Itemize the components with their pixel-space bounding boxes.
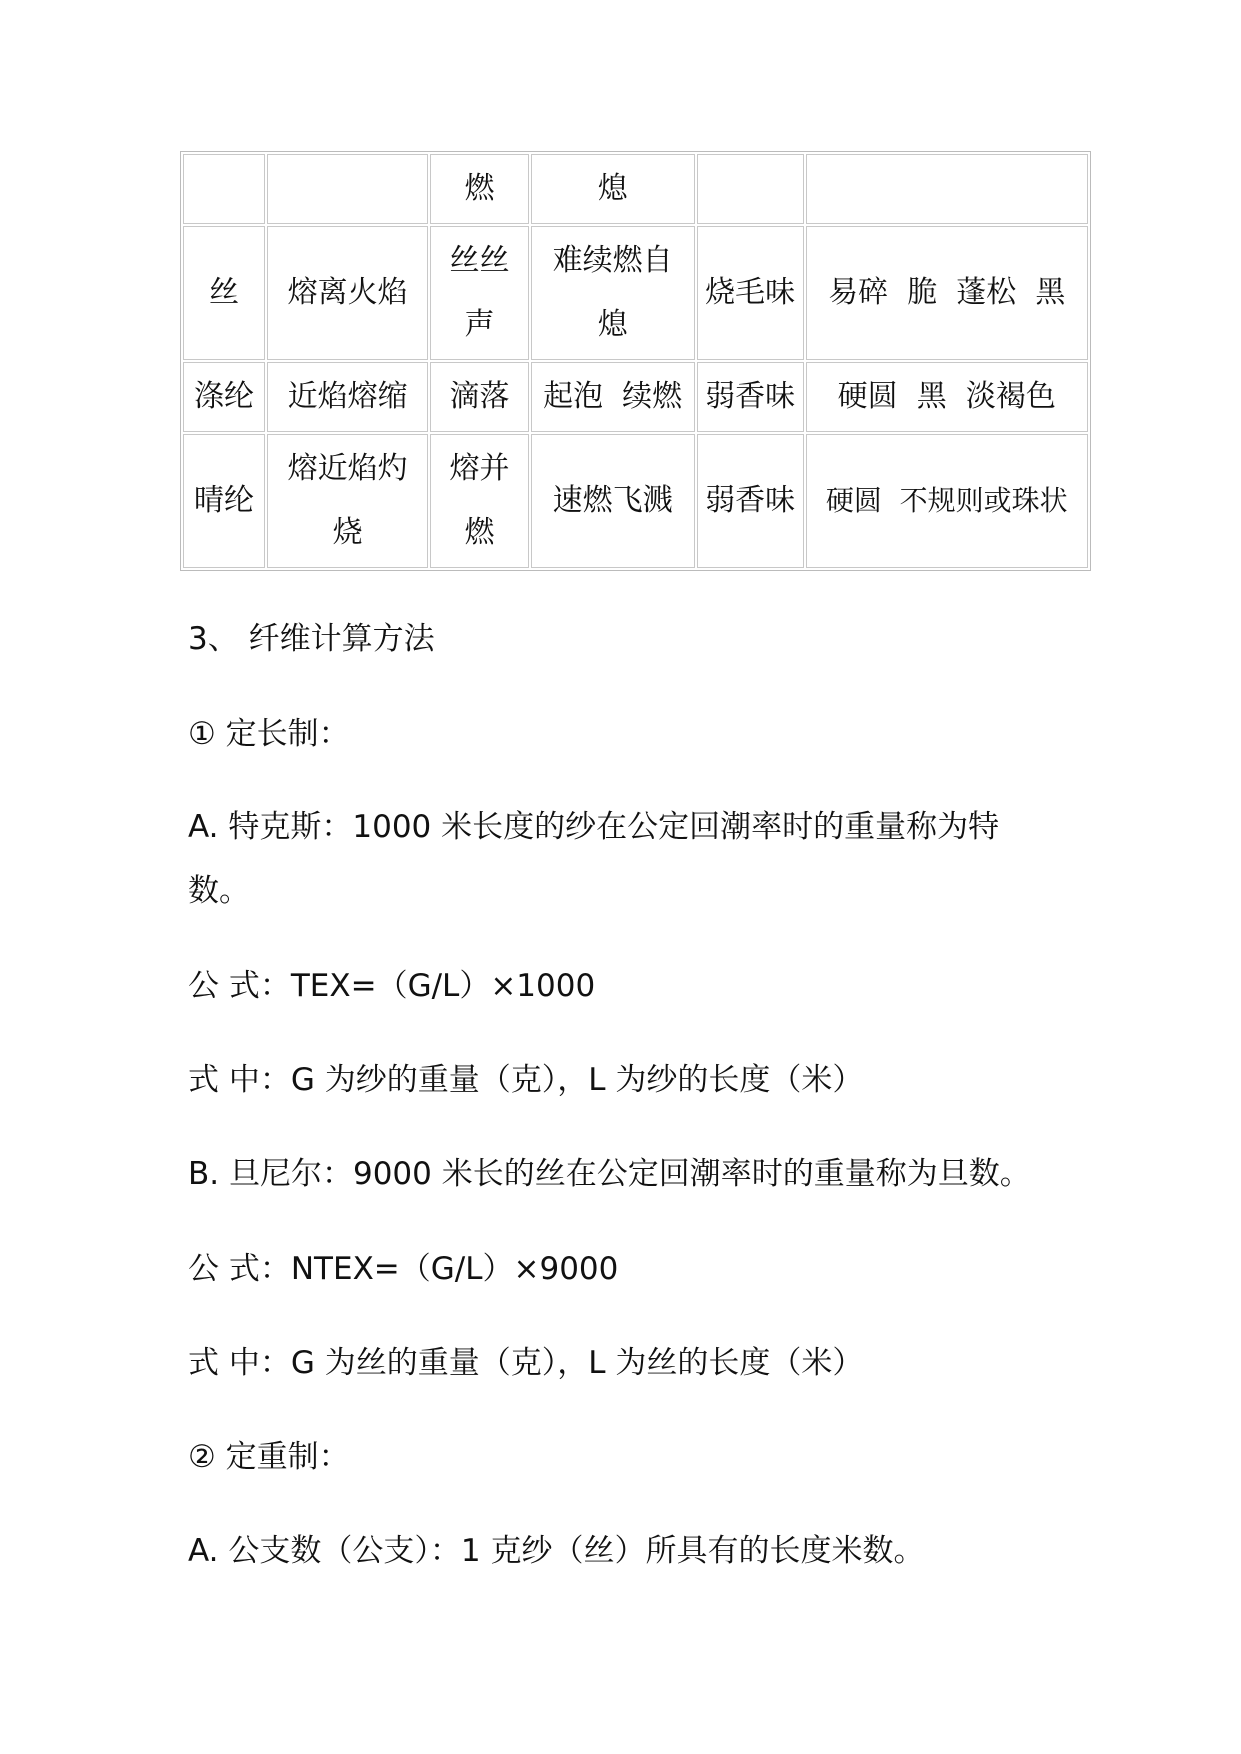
table-cell: 弱香味	[697, 434, 804, 568]
table-row	[183, 226, 1088, 360]
table-cell: 难续燃自熄	[531, 226, 695, 360]
table-cell: 起泡 续燃	[531, 362, 695, 432]
table-cell	[183, 154, 265, 224]
table-cell: 熄	[531, 154, 695, 224]
table-cell: 熔并燃	[430, 434, 528, 568]
table-cell: 熔离火焰	[267, 226, 428, 360]
table-cell: 速燃飞溅	[531, 434, 695, 568]
denier-note: 式 中：G 为丝的重量（克），L 为丝的长度（米）	[188, 1345, 864, 1381]
table-cell: 丝	[183, 226, 265, 360]
table-cell: 滴落	[430, 362, 528, 432]
table-cell: 涤纶	[183, 362, 265, 432]
table-cell: 燃	[430, 154, 528, 224]
subheading-fixed-length: ① 定长制：	[188, 716, 350, 752]
table-cell: 丝丝声	[430, 226, 528, 360]
table-cell: 弱香味	[697, 362, 804, 432]
tex-definition: A. 特克斯：1000 米长度的纱在公定回潮率时的重量称为特	[188, 809, 1000, 845]
tex-note: 式 中：G 为纱的重量（克），L 为纱的长度（米）	[188, 1062, 864, 1098]
fiber-burning-table	[180, 151, 1091, 571]
section-title: 3、 纤维计算方法	[188, 621, 435, 657]
table-cell: 熔近焰灼烧	[267, 434, 428, 568]
table-cell	[267, 154, 428, 224]
denier-definition: B. 旦尼尔：9000 米长的丝在公定回潮率时的重量称为旦数。	[188, 1156, 1031, 1192]
table-cell: 硬圆 黑 淡褐色	[806, 362, 1088, 432]
table-cell: 易碎 脆 蓬松 黑	[806, 226, 1088, 360]
table-cell	[697, 154, 804, 224]
table-row	[183, 362, 1088, 432]
table-cell	[806, 154, 1088, 224]
table-row	[183, 434, 1088, 568]
tex-definition-cont: 数。	[188, 873, 250, 909]
tex-formula: 公 式：TEX=（G/L）×1000	[188, 968, 596, 1004]
table-cell: 晴纶	[183, 434, 265, 568]
table-cell: 硬圆 不规则或珠状	[806, 434, 1088, 568]
table-cell: 近焰熔缩	[267, 362, 428, 432]
denier-formula: 公 式：NTEX=（G/L）×9000	[188, 1251, 619, 1287]
subheading-fixed-weight: ② 定重制：	[188, 1439, 350, 1475]
table-cell: 烧毛味	[697, 226, 804, 360]
metric-count-definition: A. 公支数（公支）：1 克纱（丝）所具有的长度米数。	[188, 1533, 925, 1569]
table-row	[183, 154, 1088, 224]
